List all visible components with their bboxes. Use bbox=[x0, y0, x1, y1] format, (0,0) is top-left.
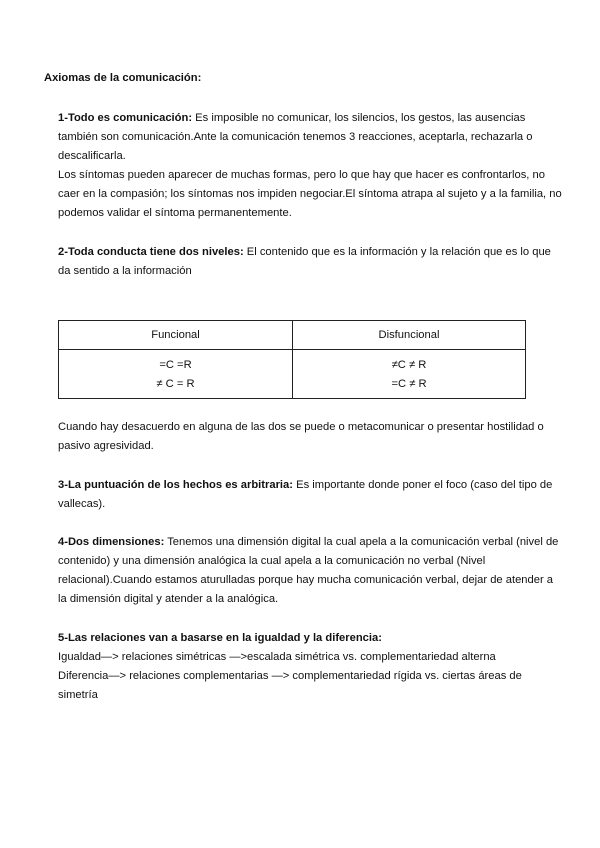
axiom-2 bbox=[58, 243, 558, 281]
axiom-4-line-4: la dimensión digital y atender a la analógica. bbox=[58, 593, 279, 605]
axiom-1-line-3: descalificarla. bbox=[58, 150, 126, 162]
axiom-4-heading: 4-Dos dimensiones: bbox=[58, 536, 165, 548]
axiom-5-line-3: Diferencia—> relaciones complementarias —> complementariedad rígida vs. ciertas áreas de bbox=[58, 670, 522, 682]
table-header-functional: Funcional bbox=[151, 329, 200, 341]
axiom-5-line-4: simetría bbox=[58, 689, 98, 701]
axiom-2-text: El contenido que es la información y la relación que es lo que bbox=[243, 246, 551, 258]
table-header-dysfunctional: Disfuncional bbox=[378, 329, 440, 341]
axiom-1-line-1 bbox=[58, 109, 558, 128]
axiom-1-line-4: Los síntomas pueden aparecer de muchas formas, pero lo que hay que hacer es confrontarlos, no bbox=[58, 169, 545, 181]
functional-table bbox=[58, 320, 526, 399]
axiom-2-heading: 2-Toda conducta tiene dos niveles: bbox=[58, 246, 244, 258]
axiom-3 bbox=[58, 476, 558, 514]
axiom-1-text: Es imposible no comunicar, los silencios, los gestos, las ausencias bbox=[192, 112, 526, 124]
after-table-line-1: Cuando hay desacuerdo en alguna de las dos se puede o metacomunicar o presentar hostilidad o bbox=[58, 421, 544, 433]
table-cell: ≠C ≠ R bbox=[391, 359, 427, 371]
table-cell: =C =R bbox=[159, 359, 192, 371]
axiom-1 bbox=[58, 109, 562, 223]
axiom-3-text: Es importante donde poner el foco (caso del tipo de bbox=[293, 479, 553, 491]
table-cell: ≠ C = R bbox=[156, 378, 195, 390]
axiom-2-line-2: da sentido a la información bbox=[58, 265, 192, 277]
axiom-4-text: Tenemos una dimensión digital la cual apela a la comunicación verbal (nivel de bbox=[164, 536, 559, 548]
after-table-line-2: pasivo agresividad. bbox=[58, 440, 154, 452]
axiom-4 bbox=[58, 533, 558, 609]
document-title: Axiomas de la comunicación: bbox=[44, 72, 202, 84]
axiom-4-line-1 bbox=[58, 533, 558, 552]
axiom-5-heading: 5-Las relaciones van a basarse en la igualdad y la diferencia: bbox=[58, 632, 382, 644]
after-table-paragraph bbox=[58, 418, 558, 456]
axiom-3-line-1 bbox=[58, 476, 558, 495]
axiom-1-heading: 1-Todo es comunicación: bbox=[58, 112, 193, 124]
axiom-4-line-3: relacional).Cuando estamos aturulladas porque hay mucha comunicación verbal, dejar de atender a bbox=[58, 574, 554, 586]
axiom-3-line-2: vallecas). bbox=[58, 498, 106, 510]
table-row-divider bbox=[59, 349, 525, 350]
axiom-1-line-2: también son comunicación.Ante la comunicación tenemos 3 reacciones, aceptarla, rechazarla o bbox=[58, 131, 533, 143]
axiom-5 bbox=[58, 629, 558, 705]
axiom-2-line-1 bbox=[58, 243, 558, 262]
axiom-5-line-1 bbox=[58, 629, 558, 648]
table-cell: =C ≠ R bbox=[391, 378, 427, 390]
axiom-5-line-2: Igualdad—> relaciones simétricas —>escalada simétrica vs. complementariedad alterna bbox=[58, 651, 496, 663]
axiom-1-line-5: caer en la compasión; los síntomas nos impiden negociar.El síntoma atrapa al sujeto y a la familia, no bbox=[58, 188, 562, 200]
axiom-4-line-2: contenido) y una dimensión analógica la cual apela a la comunicación no verbal (Nivel bbox=[58, 555, 486, 567]
axiom-1-line-6: podemos validar el síntoma permanentemente. bbox=[58, 207, 292, 219]
axiom-3-heading: 3-La puntuación de los hechos es arbitraria: bbox=[58, 479, 293, 491]
